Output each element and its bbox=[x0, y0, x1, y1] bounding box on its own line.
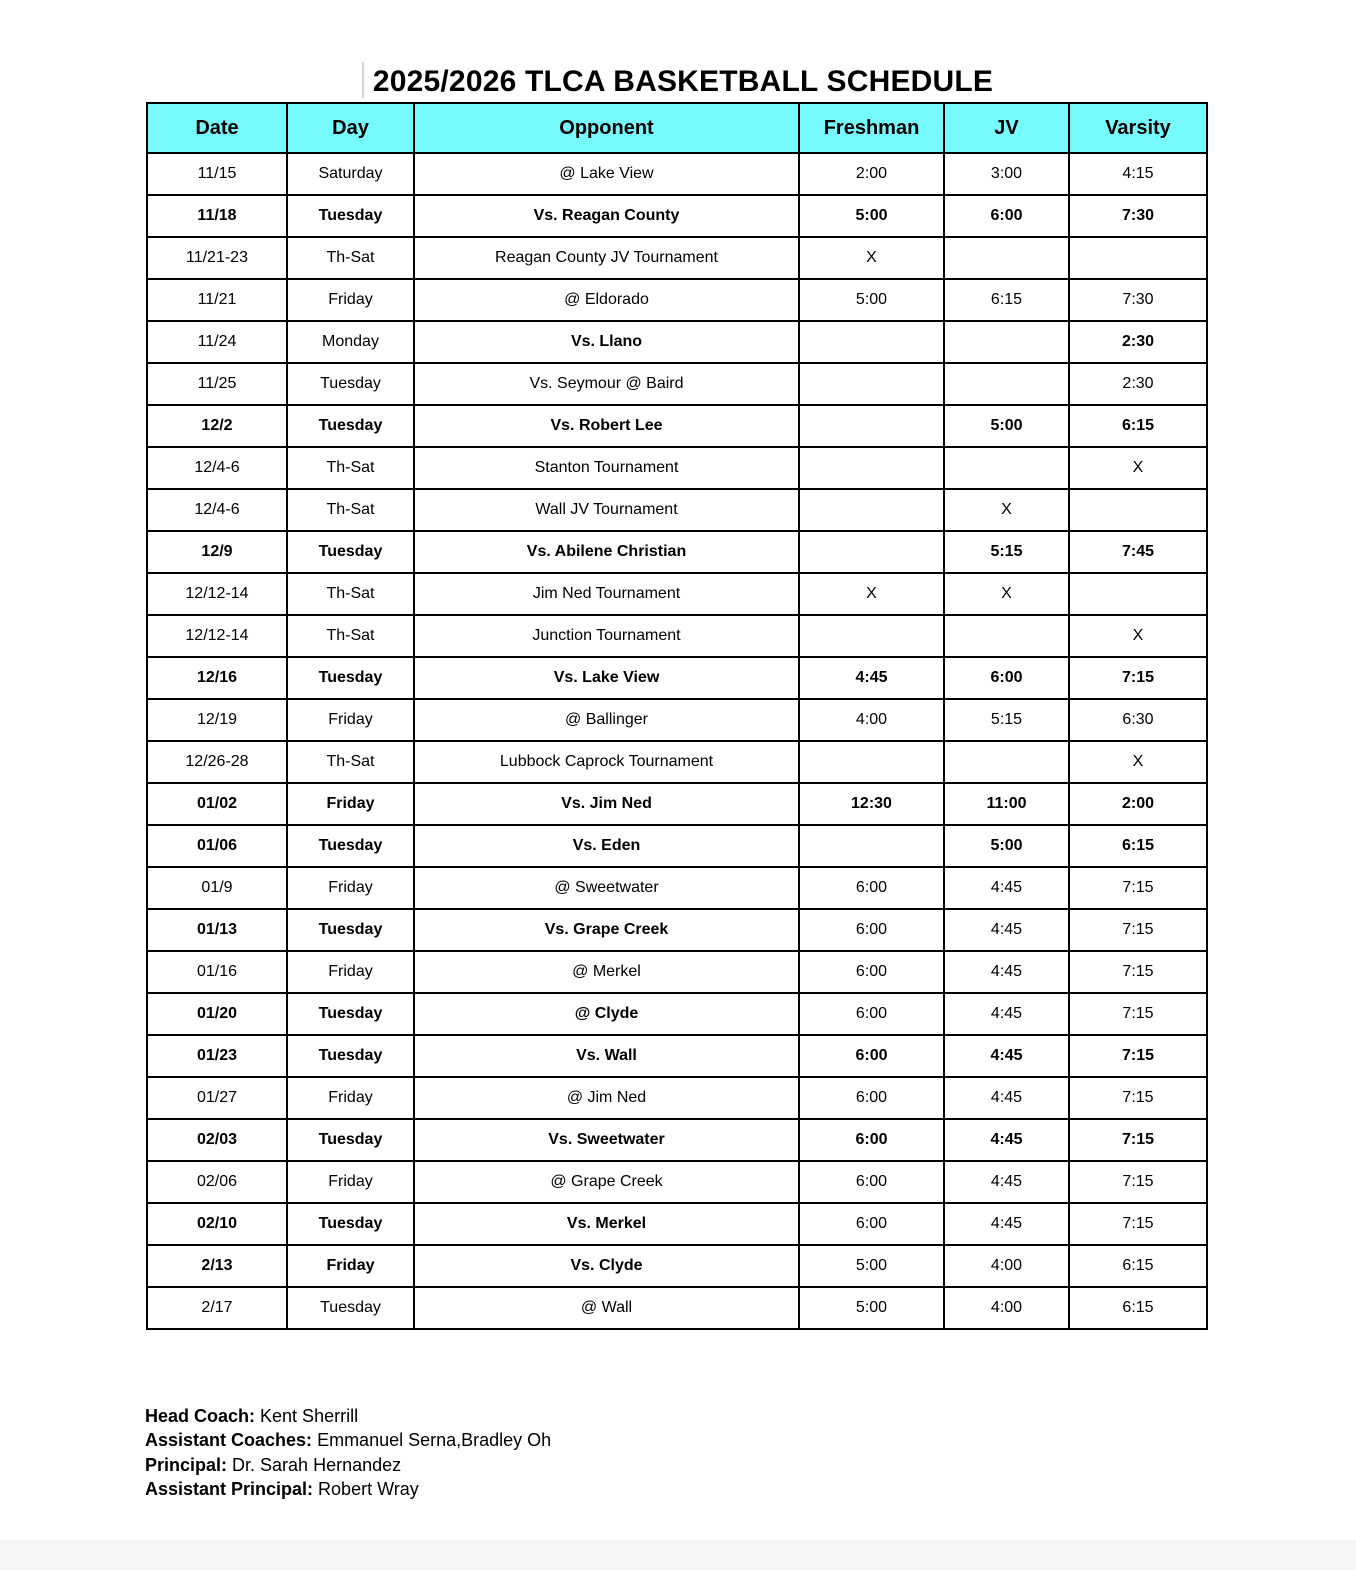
cell-freshman: 4:45 bbox=[799, 657, 944, 699]
cell-date: 11/21 bbox=[147, 279, 287, 321]
table-row bbox=[147, 657, 1207, 699]
cell-day: Tuesday bbox=[287, 405, 414, 447]
cell-freshman: 6:00 bbox=[799, 1161, 944, 1203]
staff-value: Robert Wray bbox=[313, 1478, 419, 1499]
table-row bbox=[147, 321, 1207, 363]
cell-date: 01/20 bbox=[147, 993, 287, 1035]
cell-varsity: 6:15 bbox=[1069, 825, 1207, 867]
cell-jv: 4:45 bbox=[944, 1119, 1069, 1161]
cell-day: Monday bbox=[287, 321, 414, 363]
cell-opponent: Vs. Llano bbox=[414, 321, 799, 363]
cell-opponent: @ Sweetwater bbox=[414, 867, 799, 909]
cell-varsity bbox=[1069, 489, 1207, 531]
cell-date: 02/06 bbox=[147, 1161, 287, 1203]
staff-line-assistant-principal bbox=[145, 1477, 551, 1501]
cell-date: 01/27 bbox=[147, 1077, 287, 1119]
table-row bbox=[147, 1203, 1207, 1245]
table-row bbox=[147, 741, 1207, 783]
cell-jv: 6:00 bbox=[944, 195, 1069, 237]
cell-jv: 4:00 bbox=[944, 1245, 1069, 1287]
cell-varsity: 7:30 bbox=[1069, 279, 1207, 321]
cell-freshman: X bbox=[799, 573, 944, 615]
cell-varsity: 6:15 bbox=[1069, 1287, 1207, 1329]
staff-label: Principal: bbox=[145, 1454, 228, 1475]
cell-freshman: 6:00 bbox=[799, 1035, 944, 1077]
cell-date: 12/16 bbox=[147, 657, 287, 699]
cell-freshman: 4:00 bbox=[799, 699, 944, 741]
staff-label: Head Coach: bbox=[145, 1406, 256, 1426]
table-row bbox=[147, 531, 1207, 573]
cell-jv: 5:15 bbox=[944, 699, 1069, 741]
cell-varsity: 7:15 bbox=[1069, 1077, 1207, 1119]
cell-opponent: @ Lake View bbox=[414, 153, 799, 195]
cell-opponent: Vs. Lake View bbox=[414, 657, 799, 699]
cell-opponent: @ Ballinger bbox=[414, 699, 799, 741]
cell-varsity: 2:30 bbox=[1069, 363, 1207, 405]
cell-day: Th-Sat bbox=[287, 615, 414, 657]
cell-varsity: X bbox=[1069, 615, 1207, 657]
cell-varsity: 2:30 bbox=[1069, 321, 1207, 363]
cell-varsity: 7:30 bbox=[1069, 195, 1207, 237]
table-row bbox=[147, 1077, 1207, 1119]
table-row bbox=[147, 699, 1207, 741]
cell-day: Th-Sat bbox=[287, 237, 414, 279]
cell-day: Th-Sat bbox=[287, 741, 414, 783]
cell-jv: 4:45 bbox=[944, 1203, 1069, 1245]
cell-day: Th-Sat bbox=[287, 447, 414, 489]
staff-line-assistant-coaches bbox=[145, 1428, 551, 1452]
cell-varsity: X bbox=[1069, 447, 1207, 489]
cell-jv: 5:00 bbox=[944, 825, 1069, 867]
table-row bbox=[147, 573, 1207, 615]
cell-day: Tuesday bbox=[287, 531, 414, 573]
cell-varsity: 7:45 bbox=[1069, 531, 1207, 573]
cell-day: Tuesday bbox=[287, 363, 414, 405]
cell-day: Friday bbox=[287, 279, 414, 321]
cell-opponent: Vs. Grape Creek bbox=[414, 909, 799, 951]
cell-jv: X bbox=[944, 489, 1069, 531]
cell-freshman: 5:00 bbox=[799, 279, 944, 321]
cell-date: 12/12-14 bbox=[147, 573, 287, 615]
cell-varsity: 6:15 bbox=[1069, 405, 1207, 447]
cell-opponent: Stanton Tournament bbox=[414, 447, 799, 489]
cell-date: 01/16 bbox=[147, 951, 287, 993]
cell-day: Friday bbox=[287, 783, 414, 825]
cell-date: 2/17 bbox=[147, 1287, 287, 1329]
cell-date: 01/02 bbox=[147, 783, 287, 825]
staff-value: Emmanuel Serna,Bradley Oh bbox=[312, 1430, 552, 1451]
staff-list bbox=[145, 1404, 551, 1501]
cell-opponent: Vs. Wall bbox=[414, 1035, 799, 1077]
column-header-opponent: Opponent bbox=[414, 103, 799, 153]
cell-opponent: Vs. Sweetwater bbox=[414, 1119, 799, 1161]
table-row bbox=[147, 783, 1207, 825]
cell-jv: 3:00 bbox=[944, 153, 1069, 195]
column-header-jv: JV bbox=[944, 103, 1069, 153]
cell-freshman: 6:00 bbox=[799, 1077, 944, 1119]
cell-varsity: 6:15 bbox=[1069, 1245, 1207, 1287]
cell-jv: 4:45 bbox=[944, 867, 1069, 909]
cell-opponent: @ Grape Creek bbox=[414, 1161, 799, 1203]
cell-day: Tuesday bbox=[287, 909, 414, 951]
staff-label: Assistant Coaches: bbox=[145, 1430, 313, 1451]
cell-date: 12/2 bbox=[147, 405, 287, 447]
cell-jv bbox=[944, 741, 1069, 783]
table-row bbox=[147, 951, 1207, 993]
cell-day: Tuesday bbox=[287, 195, 414, 237]
cell-day: Friday bbox=[287, 951, 414, 993]
cell-freshman bbox=[799, 741, 944, 783]
cell-day: Friday bbox=[287, 1077, 414, 1119]
cell-varsity bbox=[1069, 237, 1207, 279]
cell-varsity: 7:15 bbox=[1069, 1161, 1207, 1203]
cell-day: Tuesday bbox=[287, 1035, 414, 1077]
cell-freshman: 12:30 bbox=[799, 783, 944, 825]
cell-jv bbox=[944, 447, 1069, 489]
cell-freshman bbox=[799, 321, 944, 363]
cell-jv: 5:00 bbox=[944, 405, 1069, 447]
cell-date: 12/9 bbox=[147, 531, 287, 573]
cell-jv: 4:00 bbox=[944, 1287, 1069, 1329]
staff-line-principal bbox=[145, 1453, 551, 1477]
cell-opponent: @ Wall bbox=[414, 1287, 799, 1329]
cell-date: 12/26-28 bbox=[147, 741, 287, 783]
cell-varsity: 7:15 bbox=[1069, 993, 1207, 1035]
table-row bbox=[147, 405, 1207, 447]
cell-day: Friday bbox=[287, 1245, 414, 1287]
cell-freshman: 5:00 bbox=[799, 195, 944, 237]
cell-date: 02/03 bbox=[147, 1119, 287, 1161]
column-header-day: Day bbox=[287, 103, 414, 153]
table-row bbox=[147, 993, 1207, 1035]
cell-jv bbox=[944, 615, 1069, 657]
cell-varsity: 7:15 bbox=[1069, 867, 1207, 909]
cell-jv: 4:45 bbox=[944, 1161, 1069, 1203]
table-row bbox=[147, 195, 1207, 237]
cell-date: 11/15 bbox=[147, 153, 287, 195]
cell-opponent: @ Merkel bbox=[414, 951, 799, 993]
cell-jv: 11:00 bbox=[944, 783, 1069, 825]
table-row bbox=[147, 363, 1207, 405]
table-row bbox=[147, 867, 1207, 909]
cell-opponent: Vs. Seymour @ Baird bbox=[414, 363, 799, 405]
cell-day: Saturday bbox=[287, 153, 414, 195]
cell-jv: 4:45 bbox=[944, 1035, 1069, 1077]
cell-opponent: Vs. Robert Lee bbox=[414, 405, 799, 447]
cell-day: Tuesday bbox=[287, 1287, 414, 1329]
header-row bbox=[147, 103, 1207, 153]
cell-opponent: Vs. Abilene Christian bbox=[414, 531, 799, 573]
cell-date: 01/9 bbox=[147, 867, 287, 909]
cell-date: 12/12-14 bbox=[147, 615, 287, 657]
cell-freshman: 2:00 bbox=[799, 153, 944, 195]
cell-freshman bbox=[799, 531, 944, 573]
cell-freshman: 6:00 bbox=[799, 951, 944, 993]
table-row bbox=[147, 1119, 1207, 1161]
cell-day: Friday bbox=[287, 1161, 414, 1203]
schedule-table bbox=[146, 102, 1208, 1330]
cell-day: Tuesday bbox=[287, 1119, 414, 1161]
cell-freshman: 6:00 bbox=[799, 993, 944, 1035]
cell-day: Tuesday bbox=[287, 1203, 414, 1245]
cell-varsity: 4:15 bbox=[1069, 153, 1207, 195]
table-row bbox=[147, 825, 1207, 867]
cell-date: 12/4-6 bbox=[147, 489, 287, 531]
cell-jv: 5:15 bbox=[944, 531, 1069, 573]
table-row bbox=[147, 1035, 1207, 1077]
cell-day: Tuesday bbox=[287, 993, 414, 1035]
cell-jv: 4:45 bbox=[944, 1077, 1069, 1119]
cell-jv: 6:00 bbox=[944, 657, 1069, 699]
cell-varsity bbox=[1069, 573, 1207, 615]
cell-opponent: @ Eldorado bbox=[414, 279, 799, 321]
table-row bbox=[147, 1161, 1207, 1203]
table-row bbox=[147, 1245, 1207, 1287]
cell-date: 01/13 bbox=[147, 909, 287, 951]
cell-opponent: Reagan County JV Tournament bbox=[414, 237, 799, 279]
cell-jv: 4:45 bbox=[944, 909, 1069, 951]
column-header-freshman: Freshman bbox=[799, 103, 944, 153]
cell-opponent: Vs. Reagan County bbox=[414, 195, 799, 237]
cell-opponent: @ Clyde bbox=[414, 993, 799, 1035]
cell-varsity: 7:15 bbox=[1069, 657, 1207, 699]
cell-opponent: Wall JV Tournament bbox=[414, 489, 799, 531]
cell-date: 11/24 bbox=[147, 321, 287, 363]
table-row bbox=[147, 909, 1207, 951]
cell-freshman bbox=[799, 363, 944, 405]
cell-freshman: 5:00 bbox=[799, 1287, 944, 1329]
cell-varsity: 2:00 bbox=[1069, 783, 1207, 825]
table-row bbox=[147, 279, 1207, 321]
cell-freshman: 6:00 bbox=[799, 1203, 944, 1245]
cell-varsity: 7:15 bbox=[1069, 1203, 1207, 1245]
cell-date: 01/06 bbox=[147, 825, 287, 867]
cell-opponent: Vs. Jim Ned bbox=[414, 783, 799, 825]
cell-opponent: Jim Ned Tournament bbox=[414, 573, 799, 615]
cell-opponent: Lubbock Caprock Tournament bbox=[414, 741, 799, 783]
cell-date: 12/4-6 bbox=[147, 447, 287, 489]
cell-date: 12/19 bbox=[147, 699, 287, 741]
cell-varsity: 7:15 bbox=[1069, 1035, 1207, 1077]
cell-opponent: Vs. Merkel bbox=[414, 1203, 799, 1245]
cell-freshman: X bbox=[799, 237, 944, 279]
staff-value: Dr. Sarah Hernandez bbox=[227, 1454, 402, 1475]
staff-line-head-coach bbox=[145, 1404, 551, 1428]
cell-date: 02/10 bbox=[147, 1203, 287, 1245]
staff-value: Kent Sherrill bbox=[255, 1406, 359, 1426]
cell-jv bbox=[944, 321, 1069, 363]
cell-jv: 4:45 bbox=[944, 951, 1069, 993]
cell-freshman bbox=[799, 405, 944, 447]
schedule-body bbox=[147, 153, 1207, 1329]
cell-date: 01/23 bbox=[147, 1035, 287, 1077]
cell-freshman: 5:00 bbox=[799, 1245, 944, 1287]
cell-jv: X bbox=[944, 573, 1069, 615]
table-row bbox=[147, 489, 1207, 531]
cell-jv: 4:45 bbox=[944, 993, 1069, 1035]
cell-opponent: @ Jim Ned bbox=[414, 1077, 799, 1119]
cell-opponent: Junction Tournament bbox=[414, 615, 799, 657]
cell-freshman bbox=[799, 489, 944, 531]
table-row bbox=[147, 447, 1207, 489]
cell-date: 2/13 bbox=[147, 1245, 287, 1287]
cell-varsity: 7:15 bbox=[1069, 1119, 1207, 1161]
cell-varsity: 7:15 bbox=[1069, 951, 1207, 993]
cell-day: Tuesday bbox=[287, 657, 414, 699]
table-row bbox=[147, 153, 1207, 195]
cell-day: Friday bbox=[287, 699, 414, 741]
column-header-varsity: Varsity bbox=[1069, 103, 1207, 153]
table-row bbox=[147, 1287, 1207, 1329]
cell-freshman bbox=[799, 615, 944, 657]
column-header-date: Date bbox=[147, 103, 287, 153]
cell-jv bbox=[944, 363, 1069, 405]
cell-freshman: 6:00 bbox=[799, 909, 944, 951]
cell-freshman: 6:00 bbox=[799, 867, 944, 909]
cell-opponent: Vs. Clyde bbox=[414, 1245, 799, 1287]
staff-label: Assistant Principal: bbox=[145, 1478, 314, 1499]
cell-freshman bbox=[799, 447, 944, 489]
page-bottom-edge bbox=[0, 1540, 1356, 1570]
table-row bbox=[147, 237, 1207, 279]
cell-jv bbox=[944, 237, 1069, 279]
cell-day: Th-Sat bbox=[287, 573, 414, 615]
cell-opponent: Vs. Eden bbox=[414, 825, 799, 867]
cell-freshman: 6:00 bbox=[799, 1119, 944, 1161]
cell-date: 11/25 bbox=[147, 363, 287, 405]
cell-varsity: 7:15 bbox=[1069, 909, 1207, 951]
cell-day: Th-Sat bbox=[287, 489, 414, 531]
cell-day: Friday bbox=[287, 867, 414, 909]
cell-varsity: X bbox=[1069, 741, 1207, 783]
table-row bbox=[147, 615, 1207, 657]
cell-date: 11/21-23 bbox=[147, 237, 287, 279]
cell-freshman bbox=[799, 825, 944, 867]
cell-day: Tuesday bbox=[287, 825, 414, 867]
page-title: 2025/2026 TLCA BASKETBALL SCHEDULE bbox=[372, 65, 994, 98]
cell-date: 11/18 bbox=[147, 195, 287, 237]
cell-varsity: 6:30 bbox=[1069, 699, 1207, 741]
cell-jv: 6:15 bbox=[944, 279, 1069, 321]
